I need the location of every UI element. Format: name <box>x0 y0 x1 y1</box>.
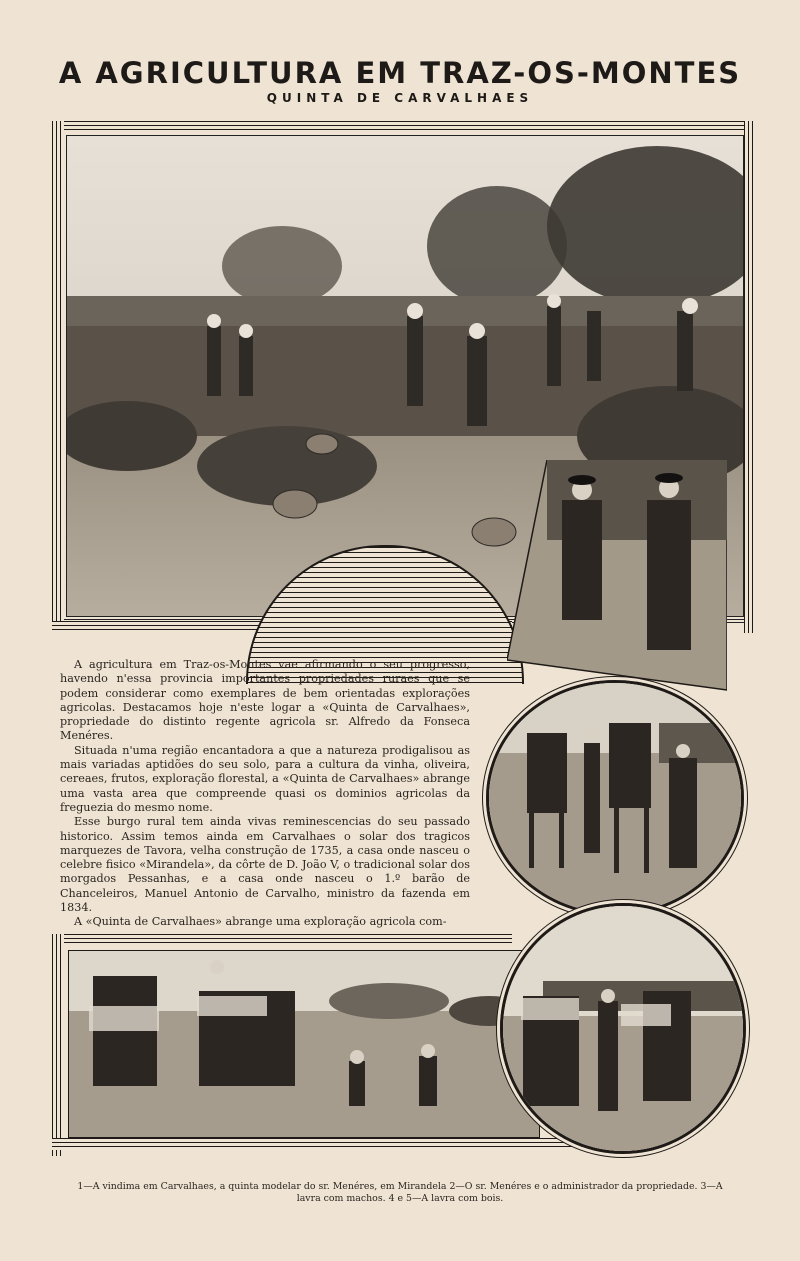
oxen-illustration <box>69 951 539 1137</box>
photo-meneres-administrator <box>507 460 727 698</box>
photo-caption: 1—A vindima em Carvalhaes, a quinta modelar do sr. Menéres, em Mirandela 2—O sr. Menéres e o administrador da propriedade. 3—A lavra com machos. 4 e 5—A lavra com bois. <box>77 1181 723 1204</box>
mules-illustration <box>489 683 741 913</box>
photo-circle-oxen <box>500 903 746 1154</box>
decorative-rule-bottom-photo-left <box>52 934 64 1156</box>
article-paragraph: A agricultura em Traz-os-Montes vae afirmando o seu progresso, havendo n'essa provincia importantes propriedades ruraes que se podem considerar como exemplares de bem orientadas explorações agricolas. Destacamos hoje n'este logar a «Quinta de Carvalhaes», propriedade do distinto regente agricola sr. Alfredo da Fonseca Menéres. <box>60 658 470 743</box>
meneres-illustration <box>507 460 727 698</box>
decorative-rule-top <box>52 121 756 133</box>
article-body <box>60 658 470 930</box>
article-paragraph: Esse burgo rural tem ainda vivas reminescencias do seu passado historico. Assim temos ainda em Carvalhaes o solar dos tragicos marquezes de Tavora, velha construção de 1735, a casa onde nasceu o celebre fisico «Mirandela», da côrte de D. João V, o tradicional solar dos morgados Pessanhas, e a casa onde nasceu o 1.º barão de Chanceleiros, Manuel Antonio de Carvalho, ministro da fazenda em 1834. <box>60 815 470 915</box>
oxen-2-illustration <box>503 906 743 1151</box>
photo-ploughing-oxen <box>68 950 540 1138</box>
article-paragraph: Situada n'uma região encantadora a que a natureza prodigalisou as mais variadas aptidões do seu solo, para a cultura da vinha, oliveira, cereaes, frutos, exploração florestal, a «Quinta de Carvalhaes» abrange uma vasta area que compreende quasi os dominios agricolas da freguezia do mesmo nome. <box>60 743 470 814</box>
page-subtitle: QUINTA DE CARVALHAES <box>266 91 534 105</box>
photo-ploughing-oxen-2 <box>503 906 743 1151</box>
photo-ploughing-mules <box>489 683 741 913</box>
photo-circle-mules <box>486 680 744 916</box>
decorative-rule-bottom-photo-top <box>52 934 512 946</box>
decorative-rule-left <box>52 121 64 633</box>
article-paragraph: A «Quinta de Carvalhaes» abrange uma exploração agricola com- <box>74 915 447 929</box>
page-title: A AGRICULTURA EM TRAZ-OS-MONTES <box>58 56 742 90</box>
decorative-rule-right <box>744 121 756 633</box>
